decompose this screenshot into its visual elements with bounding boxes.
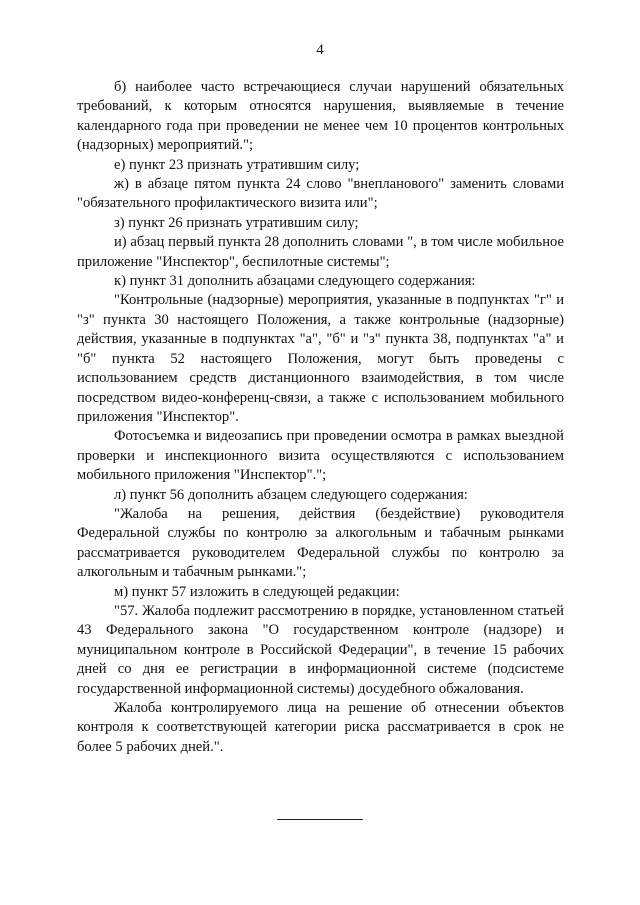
closing-separator-line [277, 819, 363, 820]
paragraph-z-point-26: з) пункт 26 признать утратившим силу; [114, 214, 359, 231]
paragraph-control-measures: "Контрольные (надзорные) мероприятия, указанные в подпунктах "г" и "з" пункта 30 настоящего Положения, а также контрольные (надзорные) действия, указанные в подпунктах "а", "б" и "з" пункта 38, подпунктах "а" и "б" пункта 52 настоящего Положения, могут быть проведены с использованием средств дистанционного взаимодействия, в том числе посредством видео-конференц-связи, а также с использованием мобильного приложения "Инспектор". [77, 292, 564, 425]
document-body [77, 78, 564, 757]
paragraph-complaint-head: "Жалоба на решения, действия (бездействие) руководителя Федеральной службы по контролю за алкогольным и табачным рынками рассматривается руководителем Федеральной службы по контролю за алкогольным и табачным рынками."; [77, 505, 564, 581]
paragraph-k-point-31: к) пункт 31 дополнить абзацами следующего содержания: [114, 273, 476, 290]
paragraph-b-frequent-violations: б) наиболее часто встречающиеся случаи нарушений обязательных требований, к которым относятся нарушения, выявляемые в течение календарного года при проведении не менее чем 10 процентов контрольных (надзорных) мероприятий."; [77, 79, 564, 154]
paragraph-risk-category-complaint: Жалоба контролируемого лица на решение об отнесении объектов контроля к соответствующей категории риска рассматривается в срок не более 5 рабочих дней.". [77, 700, 564, 755]
paragraph-photo-video: Фотосъемка и видеозапись при проведении осмотра в рамках выездной проверки и инспекционного визита осуществляются с использованием мобильного приложения "Инспектор"."; [77, 428, 564, 484]
paragraph-e-point-23: е) пункт 23 признать утратившим силу; [114, 156, 360, 173]
paragraph-m-point-57: м) пункт 57 изложить в следующей редакции: [114, 583, 400, 600]
paragraph-i-point-28: и) абзац первый пункта 28 дополнить словами ", в том числе мобильное приложение "Инспектор", беспилотные системы"; [77, 234, 564, 270]
paragraph-zh-point-24: ж) в абзаце пятом пункта 24 слово "внепланового" заменить словами "обязательного профилактического визита или"; [77, 176, 564, 212]
paragraph-point-57-text: "57. Жалоба подлежит рассмотрению в порядке, установленном статьей 43 Федерального закона "О государственном контроле (надзоре) и муниципальном контроле в Российской Федерации", в течение 15 рабочих дней со дня ее регистрации в информационной системе (подсистеме государственной информационной системы) досудебного обжалования. [77, 602, 564, 697]
page-number: 4 [316, 42, 324, 58]
paragraph-l-point-56: л) пункт 56 дополнить абзацем следующего содержания: [114, 486, 468, 503]
